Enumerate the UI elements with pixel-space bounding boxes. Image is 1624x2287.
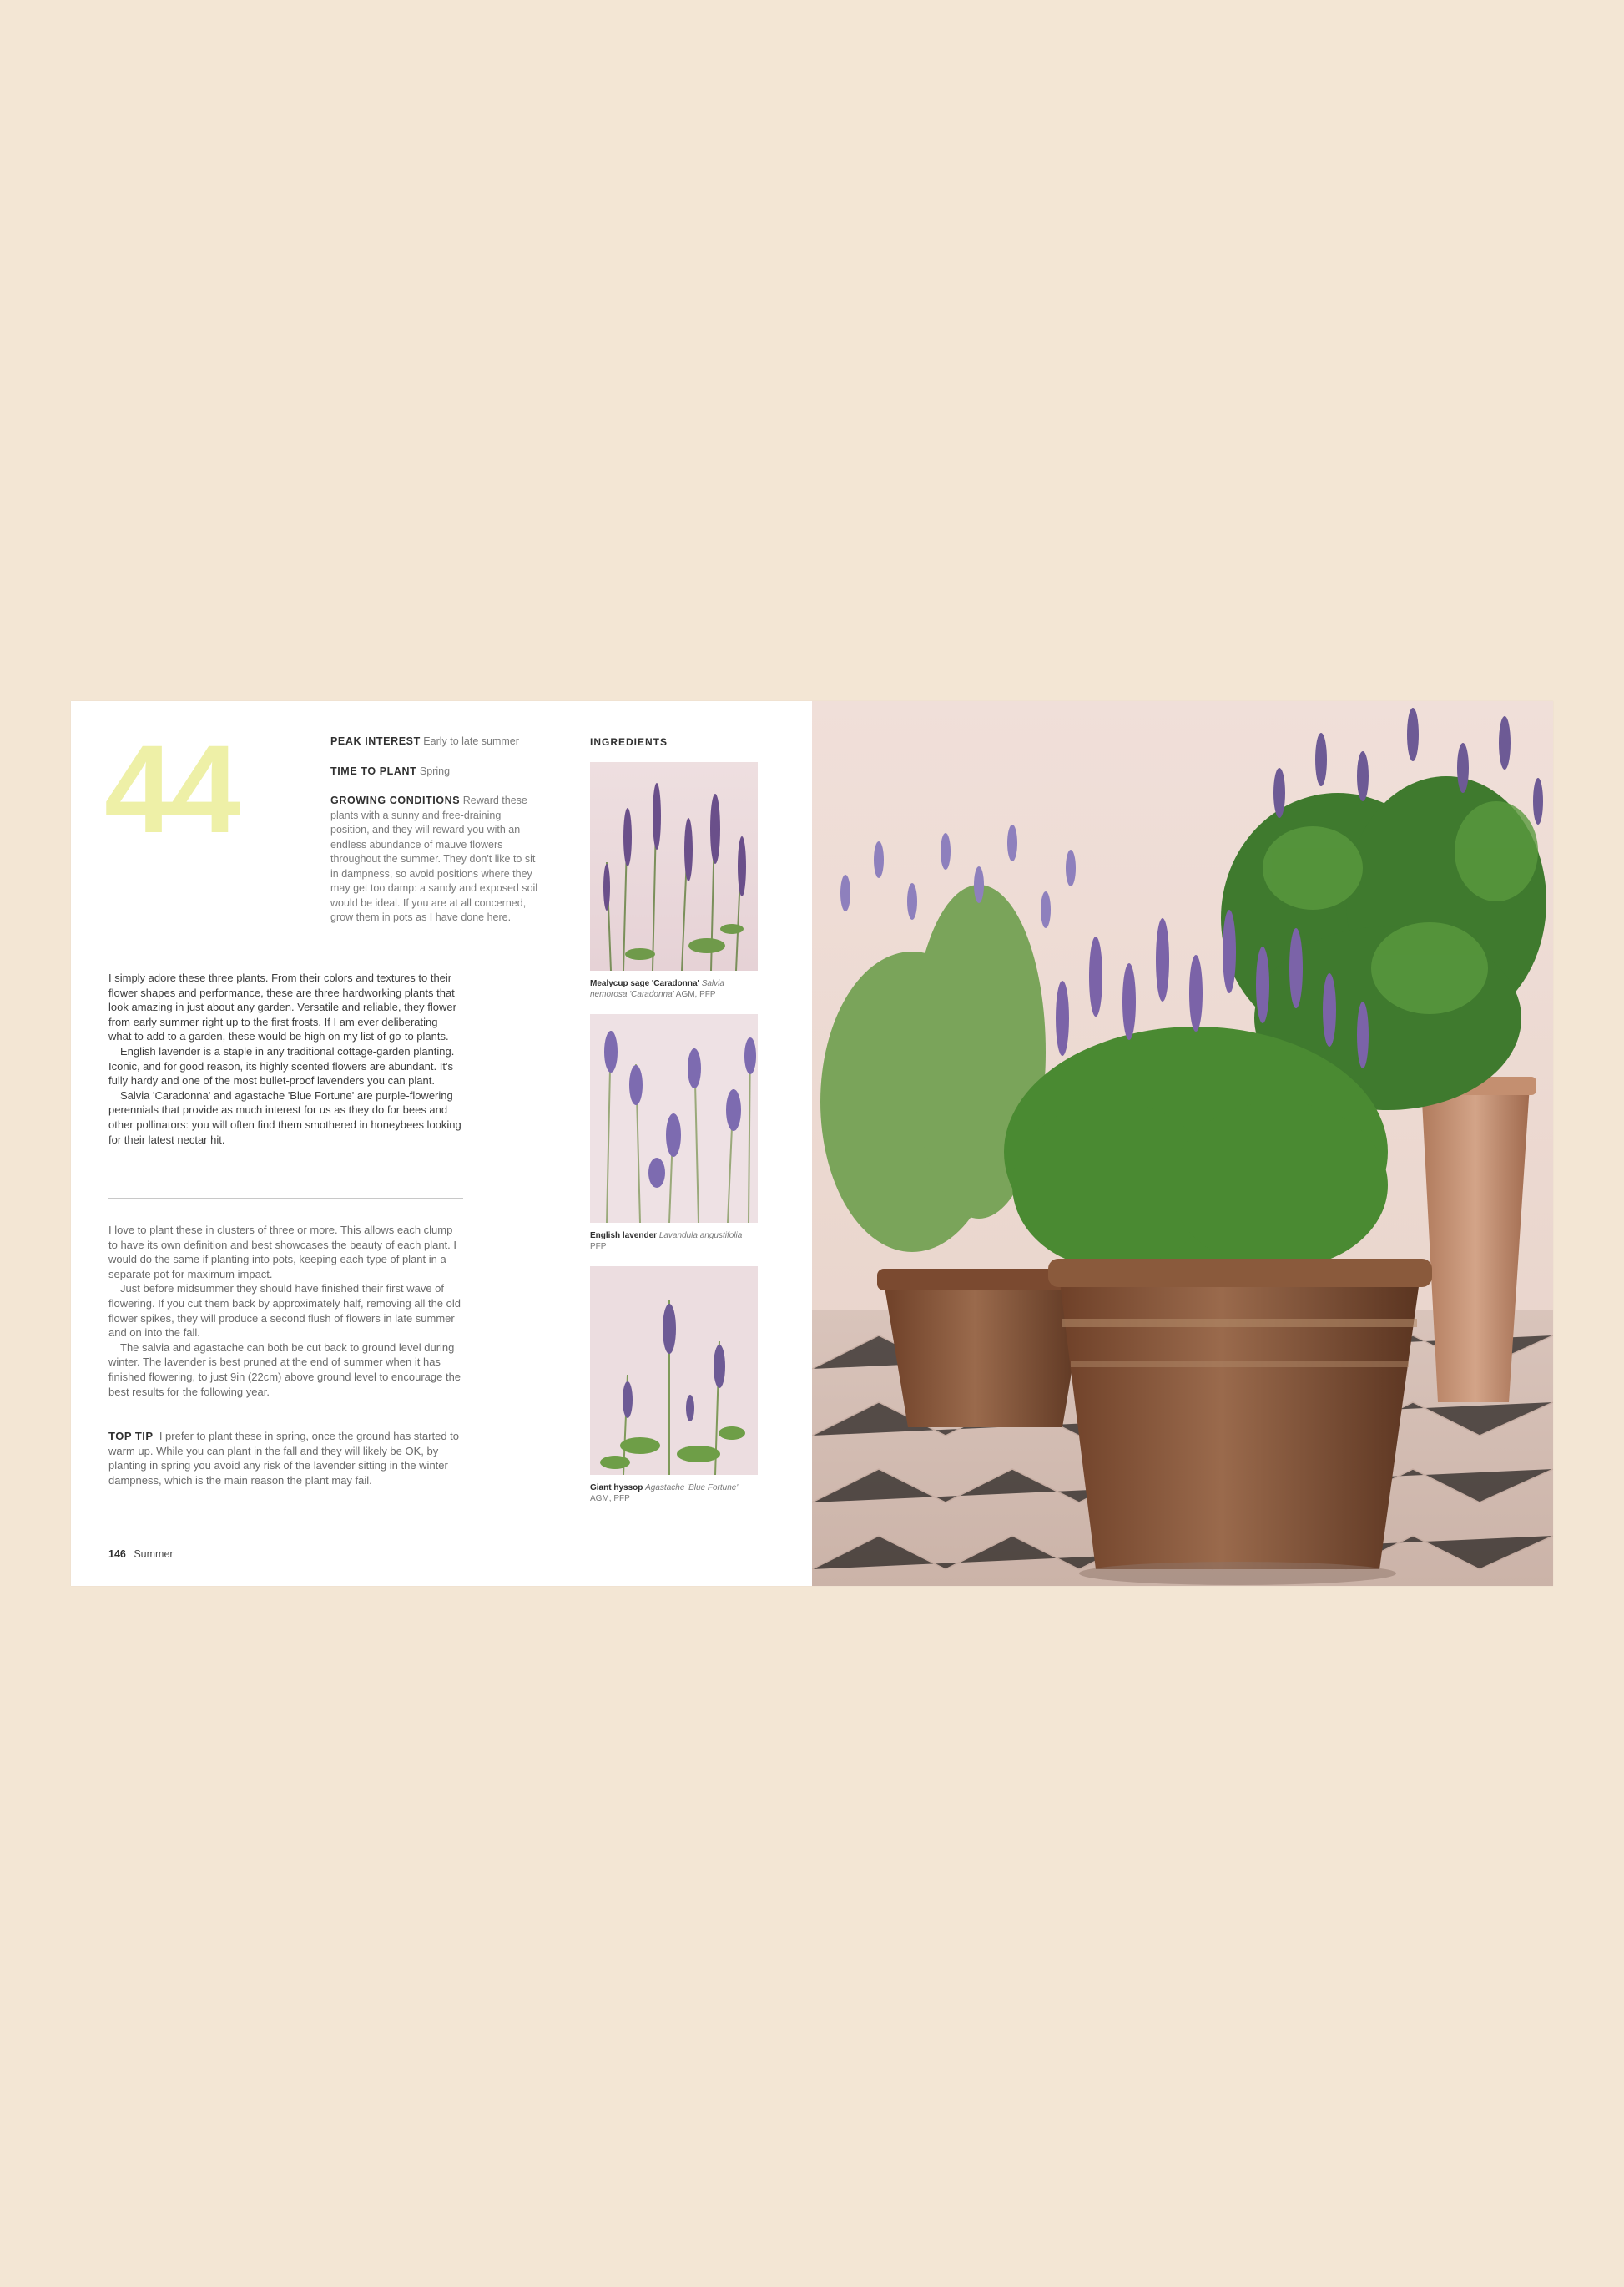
care-paragraph: Just before midsummer they should have finished their first wave of flowering. If you cut them back by approximately half, removing all the old flower spikes, they will produce a second flush of flowers in late summer and on into the fall.: [108, 1282, 461, 1340]
ingredient-common-name: Giant hyssop: [590, 1483, 643, 1492]
ingredients-heading: INGREDIENTS: [590, 736, 668, 748]
peak-interest: [330, 735, 539, 750]
top-tip-text: I prefer to plant these in spring, once the ground has started to warm up. While you can plant in the fall and they will likely be OK, by planting in spring you avoid any risk of the lavender sitting in the winter dampness, which is the main reason the plant may fail.: [108, 1430, 459, 1487]
salvia-caption: [590, 979, 758, 1000]
care-text: [108, 1223, 463, 1399]
growing-conditions: [330, 794, 539, 926]
top-tip: [108, 1429, 463, 1487]
time-to-plant-value: Spring: [419, 765, 451, 777]
hero-photo: [812, 701, 1553, 1586]
lavender-photo: [590, 1014, 758, 1223]
section-name: Summer: [134, 1548, 174, 1560]
lavender-caption: [590, 1231, 758, 1252]
left-page: [71, 701, 812, 1586]
book-spread: [71, 701, 1553, 1586]
intro-paragraph: I simply adore these three plants. From their colors and textures to their flower shapes and performance, these are three hardworking plants that look amazing in just about any garden. Versatile and reliable, they flower from early summer right up to the first frosts. If I am ever deliberating what to add to a garden, these would be high on my list of go-to plants.: [108, 972, 456, 1043]
ingredient-award: AGM, PFP: [590, 1493, 630, 1503]
ingredient-common-name: English lavender: [590, 1231, 658, 1240]
ingredient-latin-name: Salvia nemorosa 'Caradonna': [590, 979, 724, 999]
agastache-photo: [590, 1266, 758, 1475]
chapter-number: 44: [104, 719, 237, 859]
agastache-caption: [590, 1483, 758, 1504]
intro-paragraph: Salvia 'Caradonna' and agastache 'Blue Fortune' are purple-flowering perennials that provide as much interest for us as they do for bees and other pollinators: you will often find them smothered in honeybees looking for their latest nectar hit.: [108, 1088, 461, 1146]
time-to-plant-label: TIME TO PLANT: [330, 765, 417, 777]
salvia-photo: [590, 762, 758, 971]
time-to-plant: [330, 765, 539, 780]
growing-conditions-value: Reward these plants with a sunny and free-draining position, and they will reward you with an endless abundance of mauve flowers throughout the summer. They don't like to sit in dampness, so avoid positions where they may get too damp: a sandy and exposed soil would be ideal. If you are at all concerned, grow them in pots as I have done here.: [330, 795, 538, 923]
ingredient-award: PFP: [590, 1241, 607, 1251]
section-divider: [108, 1198, 463, 1199]
top-tip-label: TOP TIP: [108, 1430, 154, 1442]
ingredient-award: AGM, PFP: [675, 989, 716, 999]
ingredient-common-name: Mealycup sage 'Caradonna': [590, 979, 699, 988]
ingredient-latin-name: Agastache 'Blue Fortune': [645, 1483, 739, 1492]
plant-facts: [330, 735, 539, 941]
ingredient-latin-name: Lavandula angustifolia: [658, 1231, 743, 1240]
care-paragraph: The salvia and agastache can both be cut back to ground level during winter. The lavender is best pruned at the end of summer when it has finished flowering, to just 9in (22cm) above ground level to encourage the best results for the following year.: [108, 1340, 461, 1398]
intro-paragraph: English lavender is a staple in any traditional cottage-garden planting. Iconic, and for good reason, its highly scented flowers are abundant. It's fully hardy and one of the most bullet-proof lavenders you can plant.: [108, 1044, 455, 1088]
growing-conditions-label: GROWING CONDITIONS: [330, 795, 461, 806]
intro-text: [108, 971, 463, 1147]
top-tip-paragraph: [108, 1429, 463, 1487]
page-footer: [108, 1548, 174, 1560]
peak-interest-value: Early to late summer: [423, 735, 519, 747]
care-paragraph: I love to plant these in clusters of three or more. This allows each clump to have its own definition and best showcases the beauty of each plant. I would do the same if planting into pots, keeping each type of plant in a separate pot for maximum impact.: [108, 1224, 456, 1280]
peak-interest-label: PEAK INTEREST: [330, 735, 421, 747]
page-number: 146: [108, 1548, 126, 1560]
